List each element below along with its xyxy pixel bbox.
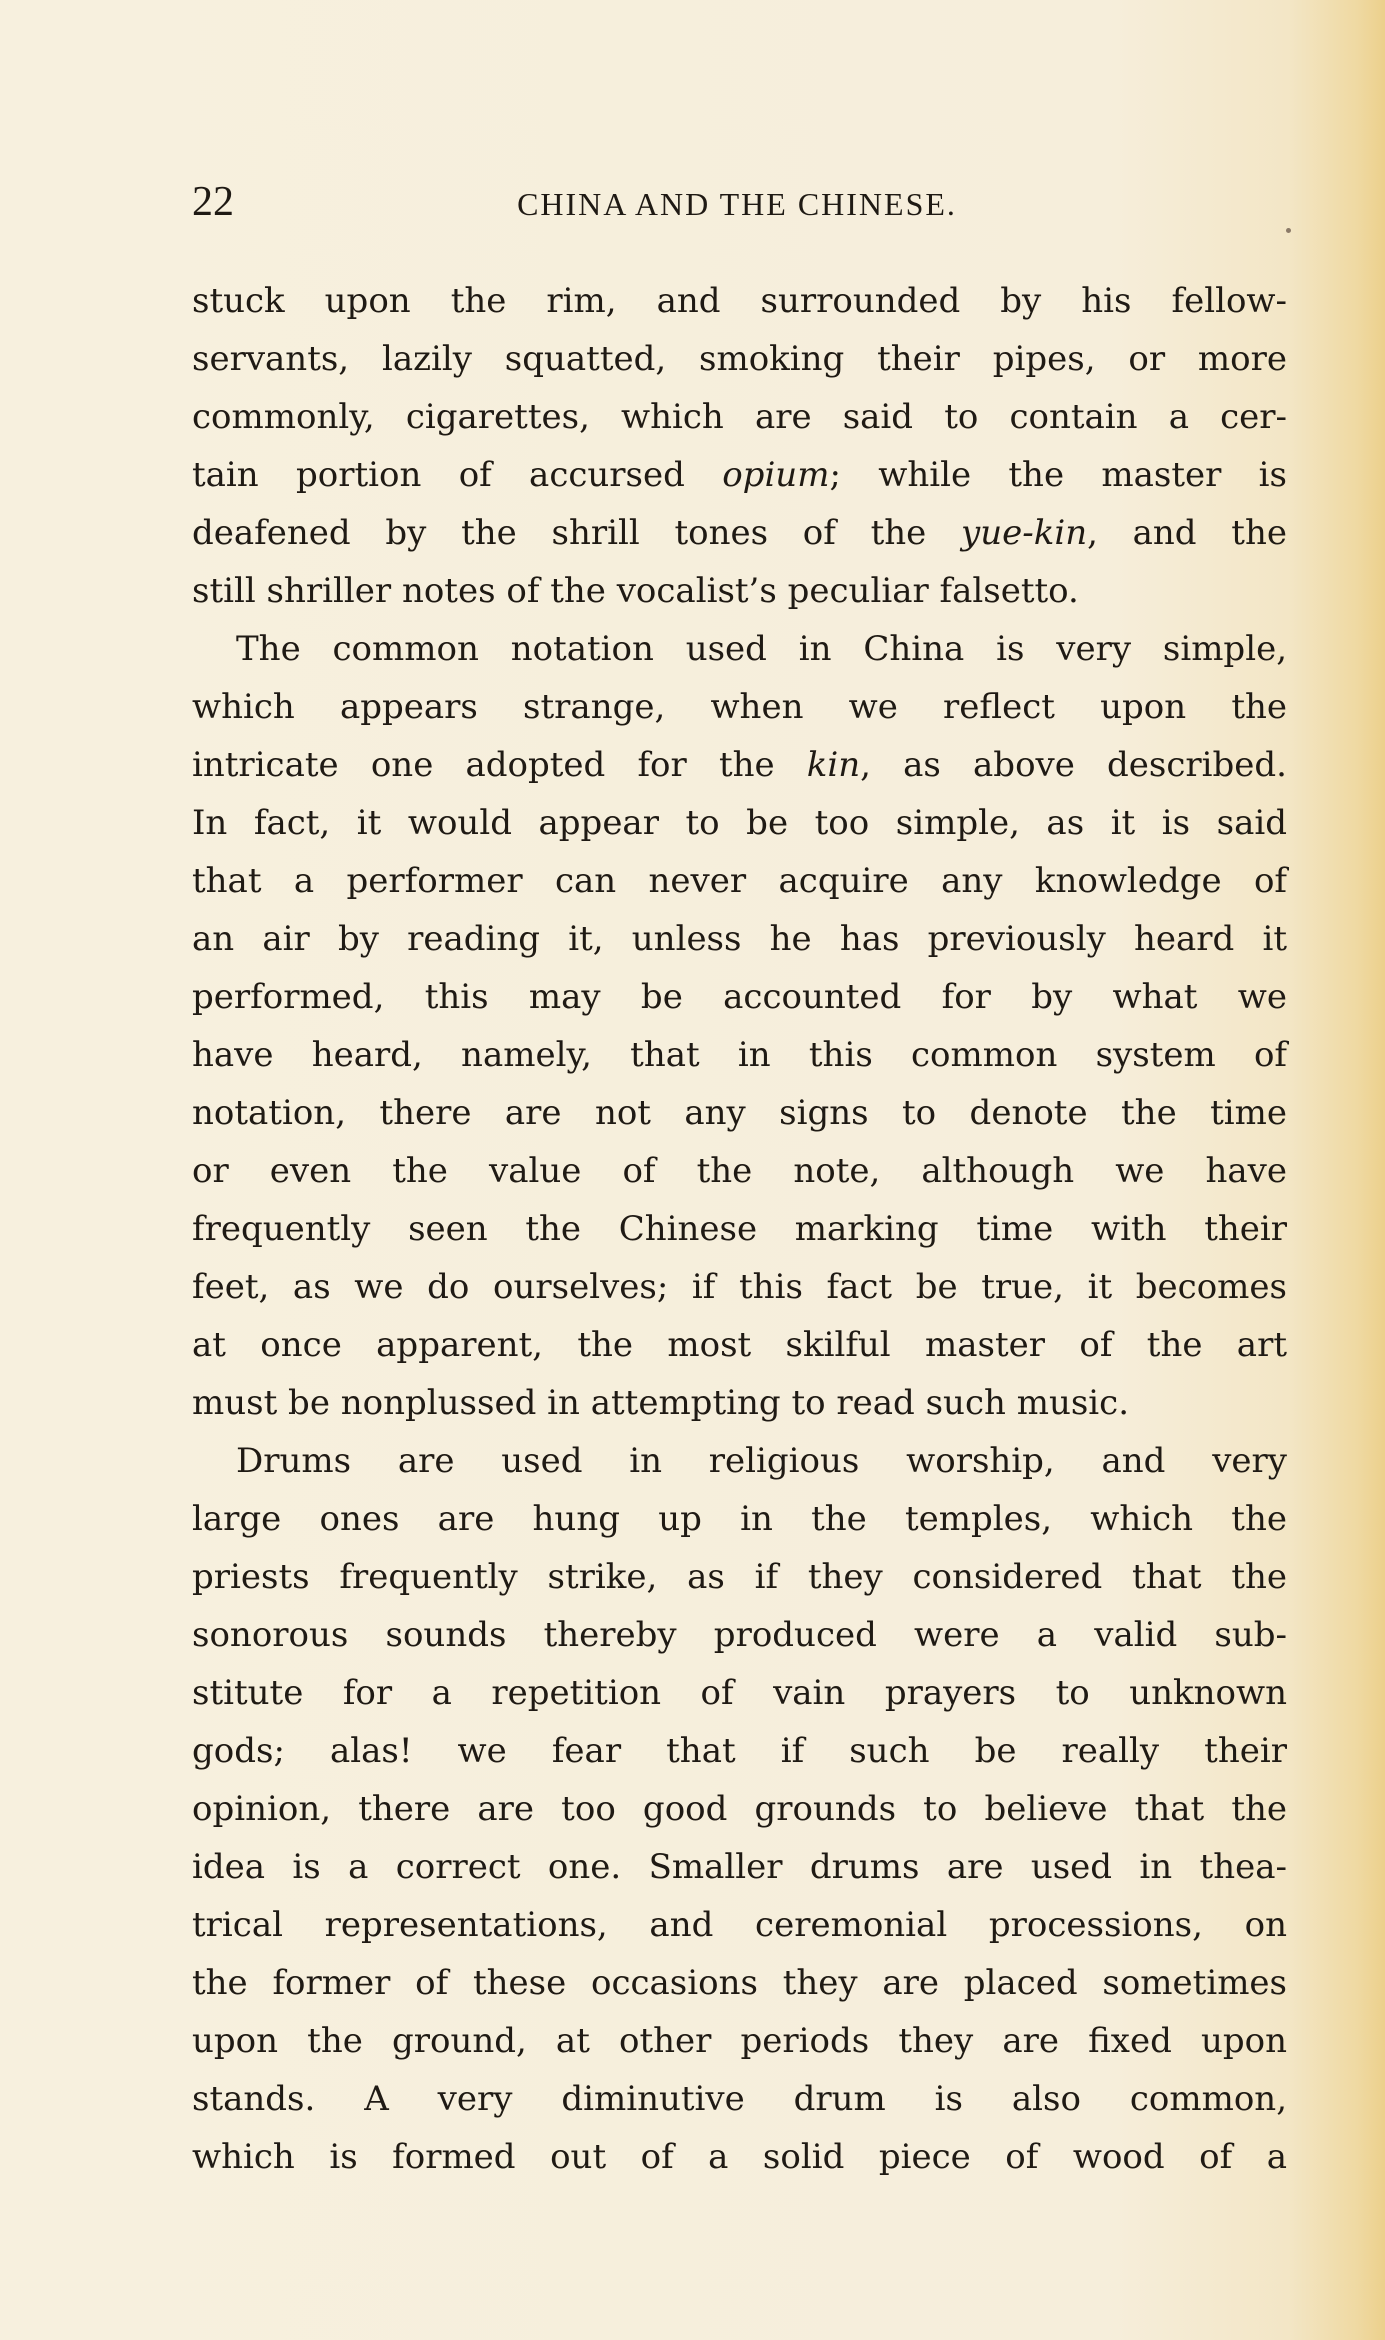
text-line <box>192 504 1287 562</box>
text-segment: , and the <box>1087 513 1287 553</box>
text-line: opinion, there are too good grounds to believe that the <box>192 1789 1287 1829</box>
text-line: the former of these occasions they are placed sometimes <box>192 1963 1287 2003</box>
text-line: In fact, it would appear to be too simple, as it is said <box>192 803 1287 843</box>
text-line: upon the ground, at other periods they are fixed upon <box>192 2021 1287 2061</box>
text-line: servants, lazily squatted, smoking their pipes, or more <box>192 339 1287 379</box>
text-line: that a performer can never acquire any knowledge of <box>192 861 1287 901</box>
text-line: which is formed out of a solid piece of wood of a <box>192 2137 1287 2177</box>
text-line: feet, as we do ourselves; if this fact be true, it becomes <box>192 1267 1287 1307</box>
text-line: or even the value of the note, although we have <box>192 1151 1287 1191</box>
italic-term: kin <box>806 745 861 785</box>
text-line: have heard, namely, that in this common system of <box>192 1035 1287 1075</box>
text-line: must be nonplussed in attempting to read such music. <box>192 1383 1130 1423</box>
text-line: frequently seen the Chinese marking time with their <box>192 1209 1287 1249</box>
text-line: idea is a correct one. Smaller drums are used in thea- <box>192 1847 1287 1887</box>
text-line: large ones are hung up in the temples, which the <box>192 1499 1287 1539</box>
text-line: commonly, cigarettes, which are said to contain a cer- <box>192 397 1287 437</box>
text-segment: intricate one adopted for the <box>192 745 807 785</box>
page-number: 22 <box>192 179 234 225</box>
text-line: an air by reading it, unless he has previously heard it <box>192 919 1287 959</box>
text-line: notation, there are not any signs to denote the time <box>192 1093 1287 1133</box>
text-line: The common notation used in China is very simple, <box>236 629 1287 669</box>
text-segment: ; while the master is <box>829 455 1287 495</box>
text-line <box>192 736 1287 794</box>
body-text <box>192 272 1287 2186</box>
text-line: priests frequently strike, as if they considered that the <box>192 1557 1287 1597</box>
text-line: stitute for a repetition of vain prayers to unknown <box>192 1673 1287 1713</box>
text-line: still shriller notes of the vocalist’s peculiar falsetto. <box>192 571 1079 611</box>
text-segment: tain portion of accursed <box>192 455 723 495</box>
page-header <box>192 176 1282 232</box>
text-line: gods; alas! we fear that if such be really their <box>192 1731 1287 1771</box>
text-line: which appears strange, when we reflect upon the <box>192 687 1287 727</box>
text-line: sonorous sounds thereby produced were a valid sub- <box>192 1615 1287 1655</box>
text-line <box>192 446 1287 504</box>
text-line: Drums are used in religious worship, and very <box>236 1441 1287 1481</box>
text-line: trical representations, and ceremonial processions, on <box>192 1905 1287 1945</box>
text-line: stands. A very diminutive drum is also common, <box>192 2079 1287 2119</box>
text-line: stuck upon the rim, and surrounded by his fellow- <box>192 281 1287 321</box>
italic-term: opium <box>722 455 830 495</box>
text-line: at once apparent, the most skilful master of the art <box>192 1325 1287 1365</box>
italic-term: yue-kin <box>961 513 1088 553</box>
text-segment: , as above described. <box>860 745 1287 785</box>
running-title: CHINA AND THE CHINESE. <box>517 186 957 222</box>
ink-speck <box>1286 228 1291 233</box>
text-line: performed, this may be accounted for by what we <box>192 977 1287 1017</box>
text-segment: deafened by the shrill tones of the <box>192 513 961 553</box>
